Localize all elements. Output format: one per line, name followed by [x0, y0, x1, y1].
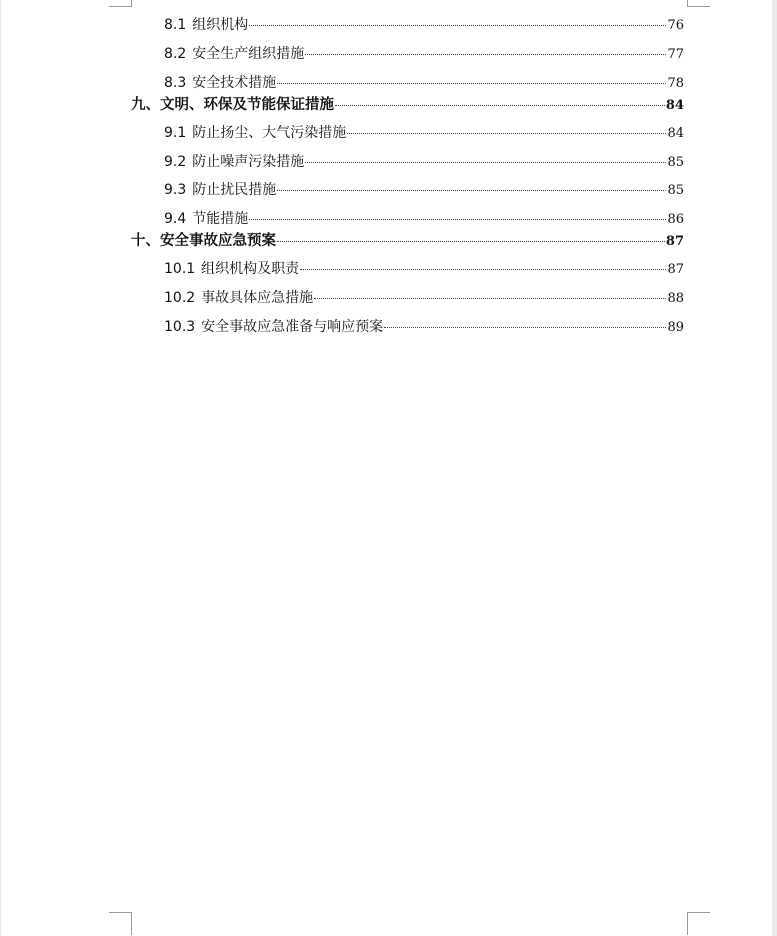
document-page	[1, 0, 772, 936]
toc-entry-9-3[interactable]	[164, 179, 684, 199]
toc-leader	[249, 219, 666, 220]
toc-number: 9.4	[164, 211, 187, 227]
toc-entry-10-1[interactable]	[164, 258, 684, 278]
toc-page-number: 87	[665, 234, 684, 249]
toc-page-number: 76	[667, 18, 684, 33]
toc-leader	[305, 162, 666, 163]
toc-title: 十、安全事故应急预案	[131, 233, 276, 249]
toc-page-number: 88	[667, 291, 684, 306]
toc-title: 组织机构	[192, 17, 249, 33]
toc-page-number: 78	[667, 76, 684, 91]
toc-entry-10-2[interactable]	[164, 287, 684, 307]
toc-entry-9-4[interactable]	[164, 208, 684, 228]
toc-leader	[277, 241, 665, 242]
toc-number: 10.2	[164, 290, 196, 306]
toc-title: 安全生产组织措施	[192, 46, 305, 62]
toc-number: 10.3	[164, 319, 196, 335]
toc-title: 节能措施	[192, 211, 249, 227]
toc-leader	[305, 54, 666, 55]
toc-leader	[335, 105, 665, 106]
toc-entry-8-2[interactable]	[164, 43, 684, 63]
toc-title: 防止扰民措施	[192, 182, 277, 198]
toc-page-number: 86	[667, 212, 684, 227]
toc-number: 8.1	[164, 17, 187, 33]
toc-page-number: 85	[667, 183, 684, 198]
toc-page-number: 85	[667, 155, 684, 170]
toc-entry-9-1[interactable]	[164, 122, 684, 142]
toc-number: 10.1	[164, 261, 196, 277]
toc-page-number: 87	[667, 262, 684, 277]
toc-title: 安全技术措施	[192, 75, 277, 91]
toc-leader	[300, 269, 666, 270]
toc-entry-8-3[interactable]	[164, 72, 684, 92]
toc-leader	[384, 327, 666, 328]
toc-title: 防止噪声污染措施	[192, 154, 305, 170]
toc-entry-chapter-10[interactable]	[131, 229, 684, 250]
toc-title: 九、文明、环保及节能保证措施	[131, 97, 334, 113]
toc-page-number: 84	[667, 126, 684, 141]
toc-page-number: 89	[667, 320, 684, 335]
toc-leader	[277, 83, 666, 84]
toc-number: 9.1	[164, 125, 187, 141]
toc-number: 9.2	[164, 154, 187, 170]
toc-entry-chapter-9[interactable]	[131, 93, 684, 114]
toc-title: 防止扬尘、大气污染措施	[192, 125, 347, 141]
toc-number: 8.2	[164, 46, 187, 62]
toc-number: 8.3	[164, 75, 187, 91]
toc-title: 安全事故应急准备与响应预案	[201, 319, 384, 335]
toc-page-number: 77	[667, 47, 684, 62]
toc-title: 事故具体应急措施	[201, 290, 314, 306]
toc-leader	[314, 298, 666, 299]
toc-entry-10-3[interactable]	[164, 316, 684, 336]
toc-title: 组织机构及职责	[201, 261, 300, 277]
toc-entry-8-1[interactable]	[164, 14, 684, 34]
toc-entry-9-2[interactable]	[164, 151, 684, 171]
toc-leader	[277, 190, 666, 191]
toc-leader	[249, 25, 666, 26]
toc-leader	[347, 133, 666, 134]
toc-number: 9.3	[164, 182, 187, 198]
table-of-contents	[1, 0, 772, 936]
toc-page-number: 84	[665, 98, 684, 113]
